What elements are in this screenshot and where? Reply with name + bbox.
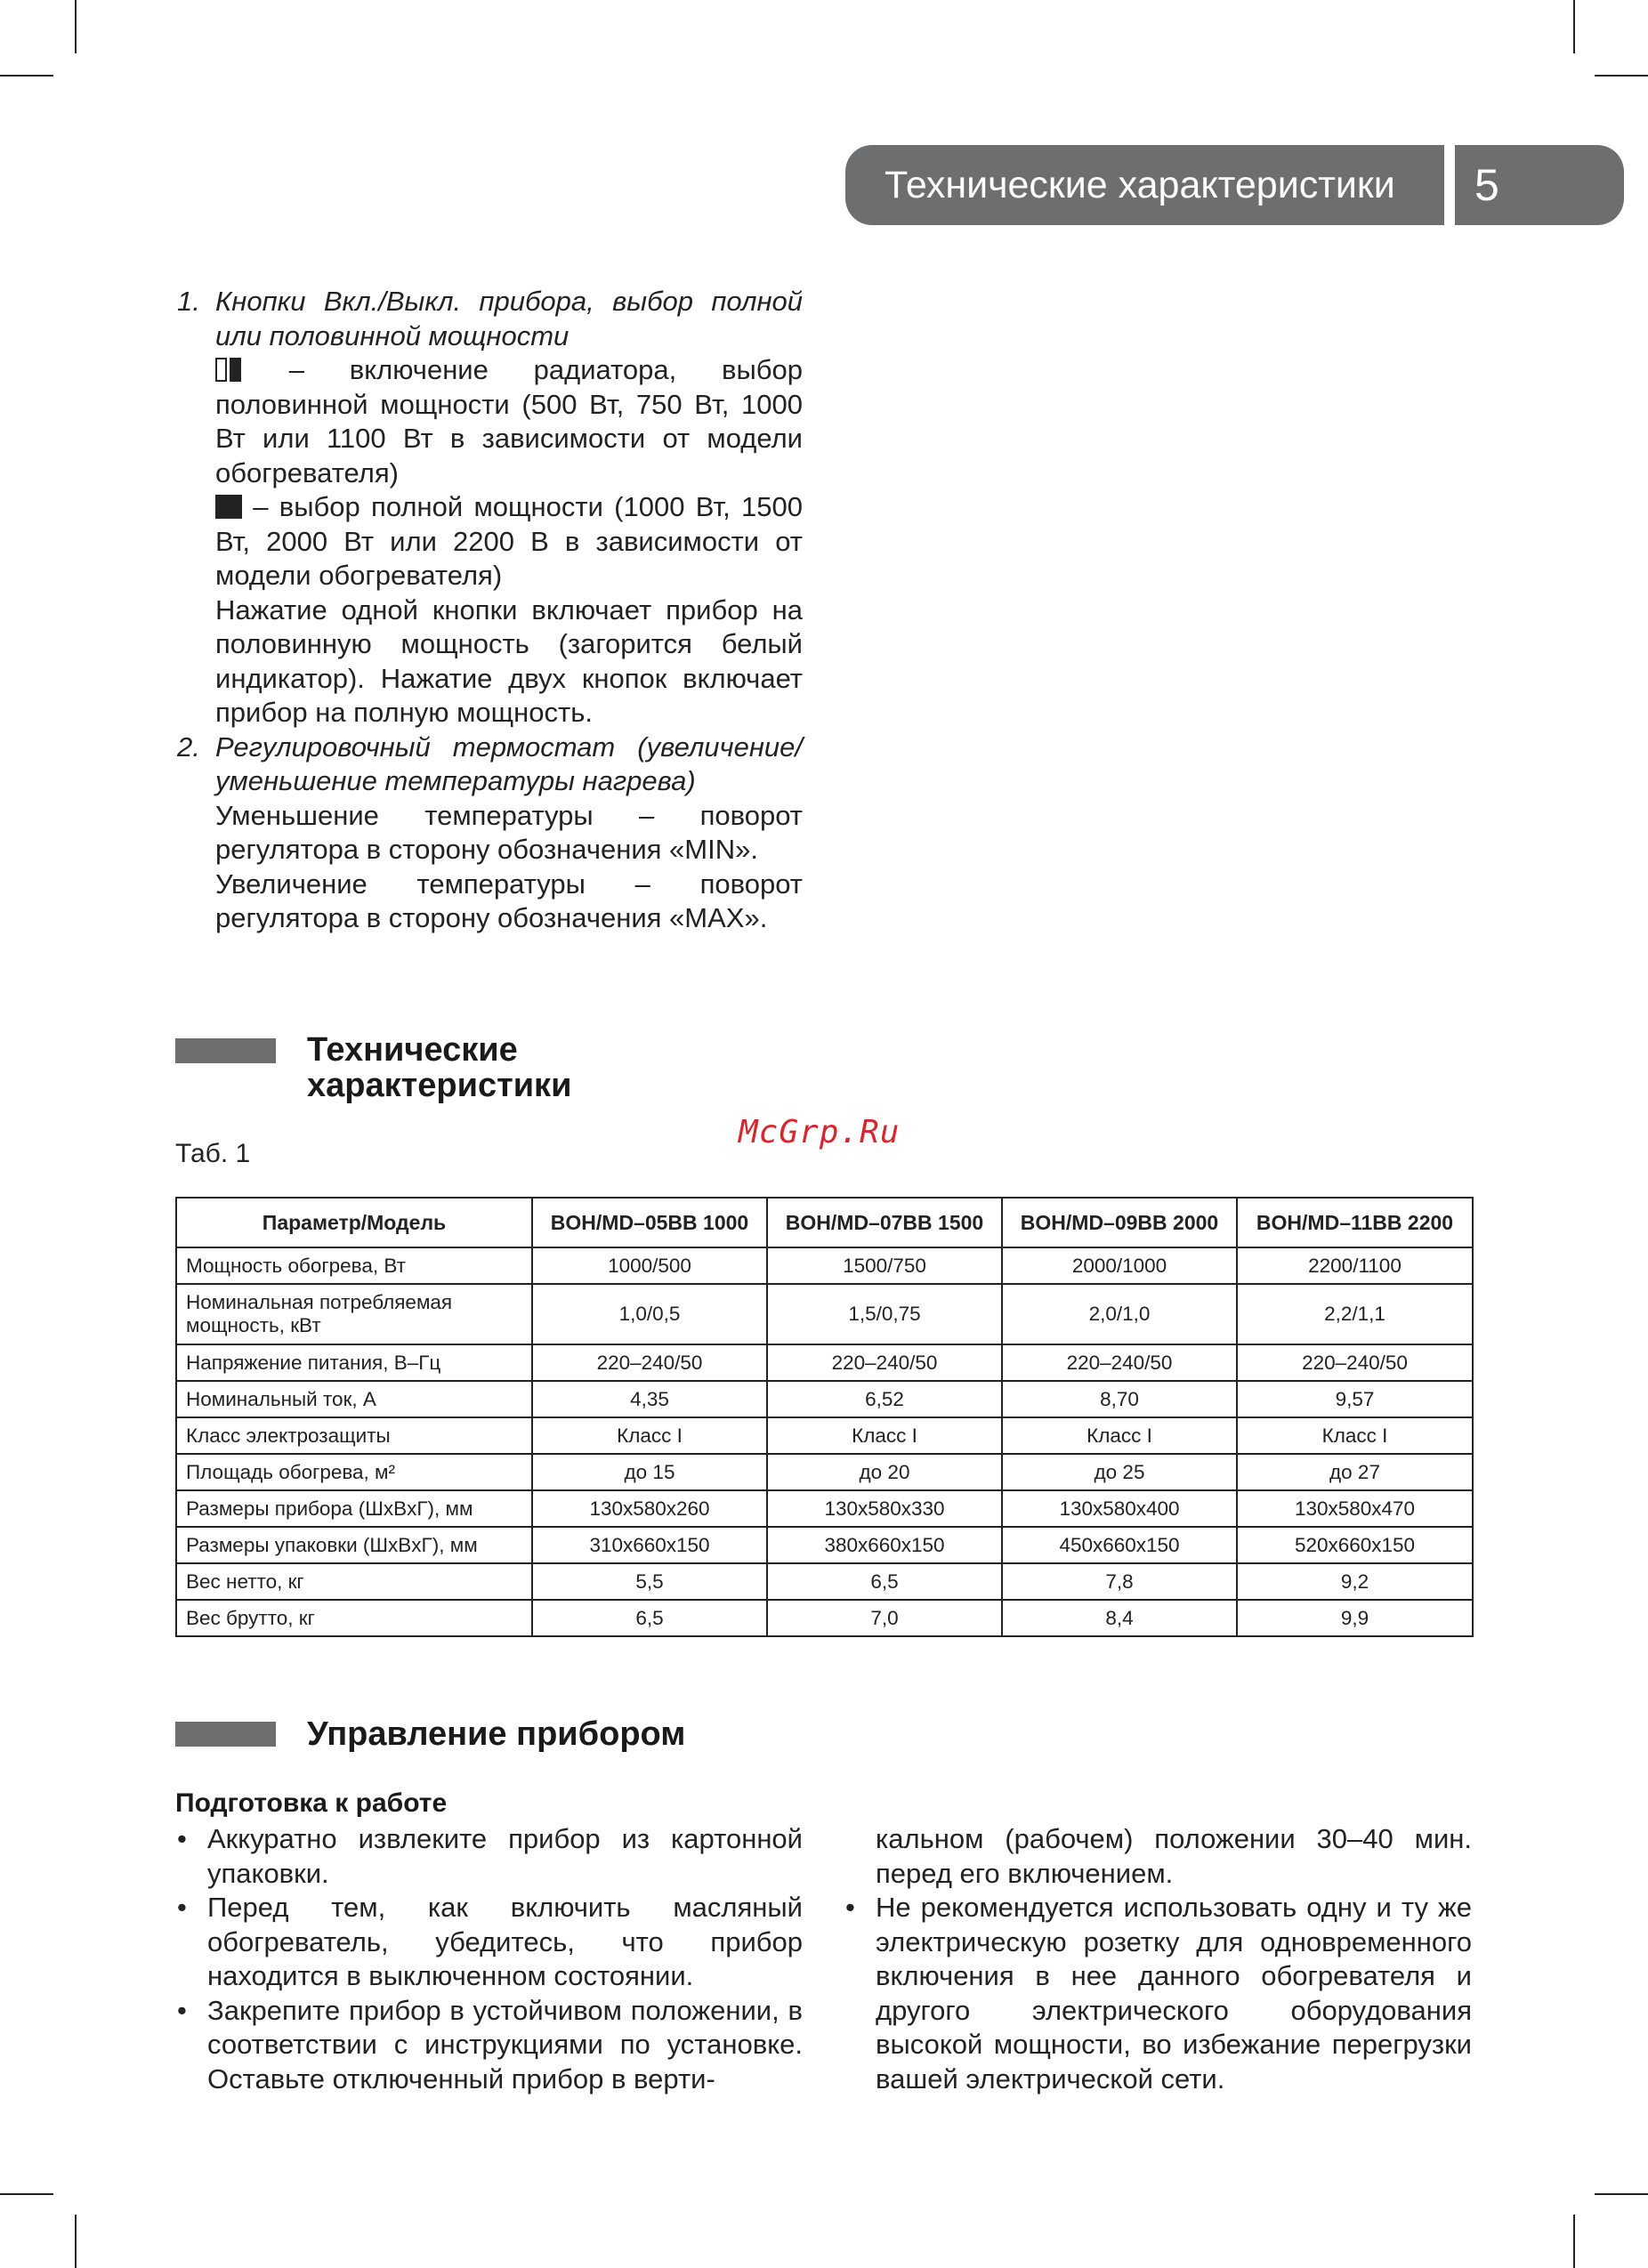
table-cell: 2,0/1,0 [1002,1284,1237,1344]
table-row [176,1417,1473,1454]
table-cell: Вес нетто, кг [176,1563,532,1600]
section-title [307,1032,571,1103]
table-cell: Номинальный ток, А [176,1381,532,1417]
table-cell: 520x660x150 [1237,1527,1473,1563]
table-cell: Размеры упаковки (ШxВxГ), мм [176,1527,532,1563]
table-row [176,1454,1473,1490]
increase-text: Увеличение температуры – поворот регулятора в сторону обозначения «MAX». [215,868,803,933]
table-cell: Номинальная потребляемая мощность, кВт [176,1284,532,1344]
crop-mark [1595,75,1648,77]
bullet-list-right [844,1822,1472,2096]
table-cell: 220–240/50 [1237,1344,1473,1381]
table-cell: 1,0/0,5 [532,1284,767,1344]
table-row [176,1527,1473,1563]
list-item: • Закрепите прибор в устойчивом положении, в соответствии с инструкциями по установке. Оставьте отключенный прибор в верти- [175,1994,803,2097]
table-cell: Напряжение питания, В–Гц [176,1344,532,1381]
table-cell: Класс I [1002,1417,1237,1454]
table-cell: Класс I [767,1417,1002,1454]
header-separator [1444,145,1455,225]
table-cell: 130x580x400 [1002,1490,1237,1527]
controls-description [177,285,803,936]
table-cell: 5,5 [532,1563,767,1600]
list-item [177,730,803,936]
table-cell: Площадь обогрева, м² [176,1454,532,1490]
table-cell: 7,8 [1002,1563,1237,1600]
half-power-icon [215,354,244,385]
bullet-list-left [175,1822,803,2096]
list-number: 2. [177,730,200,763]
watermark: McGrp.Ru [739,1114,901,1150]
crop-mark [1573,0,1575,53]
table-cell: 9,2 [1237,1563,1473,1600]
table-row [176,1247,1473,1284]
table-cell: 220–240/50 [767,1344,1002,1381]
table-cell: до 27 [1237,1454,1473,1490]
table-cell: 2,2/1,1 [1237,1284,1473,1344]
crop-mark [1573,2215,1575,2268]
list-item-continuation: кальном (рабочем) положении 30–40 мин. перед его включением. [876,1823,1472,1889]
table-label: Таб. 1 [175,1139,251,1168]
crop-mark [0,2193,53,2195]
table-cell: 130x580x470 [1237,1490,1473,1527]
list-item: • Не рекомендуется использовать одну и ту же электрическую розетку для одновременного включения в нее данного обогревателя и другого электрического оборудования высокой мощности, во избежание перегрузки вашей электрической сети. [844,1891,1472,2096]
page-header-title: Технические характеристики [885,164,1395,206]
list-item: • Перед тем, как включить масляный обогреватель, убедитесь, что прибор находится в выключенном состоянии. [175,1891,803,1994]
table-cell: 130x580x330 [767,1490,1002,1527]
list-number: 1. [177,286,200,317]
table-cell: 1,5/0,75 [767,1284,1002,1344]
decrease-text: Уменьшение температуры – поворот регулятора в сторону обозначения «MIN». [215,799,803,865]
table-cell: 7,0 [767,1600,1002,1636]
table-cell: 8,4 [1002,1600,1237,1636]
crop-mark [1595,2193,1648,2195]
item-heading: Регулировочный термостат (увеличение/ уменьшение температуры нагрева) [215,730,803,796]
subheading: Подготовка к работе [175,1788,448,1818]
half-power-text: – включение радиатора, выбор половинной мощности (500 Вт, 750 Вт, 1000 Вт или 1100 Вт в зависимости от модели обогревателя) [215,354,803,488]
crop-mark [75,2215,77,2268]
table-row [176,1284,1473,1344]
table-cell: 9,57 [1237,1381,1473,1417]
table-cell: Вес брутто, кг [176,1600,532,1636]
crop-mark [75,0,77,53]
table-cell: Размеры прибора (ШxВxГ), мм [176,1490,532,1527]
column-header: Параметр/Модель [176,1198,532,1247]
column-header: BOH/MD–11BB 2200 [1237,1198,1473,1247]
page-number: 5 [1455,145,1624,225]
table-cell: до 20 [767,1454,1002,1490]
table-cell: 1000/500 [532,1247,767,1284]
table-cell: 130x580x260 [532,1490,767,1527]
table-cell: 220–240/50 [1002,1344,1237,1381]
item-note: Нажатие одной кнопки включает прибор на половинную мощность (загорится белый индикатор). Нажатие двух кнопок включает прибор на полную мощность. [215,593,803,728]
table-cell: 2000/1000 [1002,1247,1237,1284]
table-cell: до 15 [532,1454,767,1490]
section-title-line: Технические [307,1031,518,1069]
table-cell: 8,70 [1002,1381,1237,1417]
full-power-description [215,490,803,593]
table-cell: 9,9 [1237,1600,1473,1636]
table-cell: Класс I [1237,1417,1473,1454]
crop-mark [0,75,53,77]
item-heading: Кнопки Вкл./Выкл. прибора, выбор полной или половинной мощности [215,286,803,351]
table-cell: Класс I [532,1417,767,1454]
table-cell: 310x660x150 [532,1527,767,1563]
column-header: BOH/MD–05BB 1000 [532,1198,767,1247]
table-row [176,1381,1473,1417]
half-power-description [215,353,803,490]
list-item [177,285,803,730]
table-cell: 6,5 [767,1563,1002,1600]
full-power-text: – выбор полной мощности (1000 Вт, 1500 Вт, 2000 Вт или 2200 В в зависимости от модели обогревателя) [215,491,803,591]
table-cell: 220–240/50 [532,1344,767,1381]
table-row [176,1600,1473,1636]
spec-table [175,1197,1474,1637]
column-header: BOH/MD–07BB 1500 [767,1198,1002,1247]
table-cell: 6,5 [532,1600,767,1636]
section-marker [175,1722,276,1747]
column-header: BOH/MD–09BB 2000 [1002,1198,1237,1247]
table-row [176,1563,1473,1600]
table-header-row [176,1198,1473,1247]
table-cell: 4,35 [532,1381,767,1417]
section-marker [175,1038,276,1063]
list-item: • Аккуратно извлеките прибор из картонной упаковки. [175,1822,803,1891]
table-cell: 1500/750 [767,1247,1002,1284]
table-cell: 450x660x150 [1002,1527,1237,1563]
table-cell: Класс электрозащиты [176,1417,532,1454]
section-title: Управление прибором [307,1715,686,1753]
table-cell: до 25 [1002,1454,1237,1490]
table-cell: Мощность обогрева, Вт [176,1247,532,1284]
full-power-icon [215,495,242,519]
table-cell: 380x660x150 [767,1527,1002,1563]
section-title-line: характеристики [307,1067,572,1104]
table-cell: 2200/1100 [1237,1247,1473,1284]
table-cell: 6,52 [767,1381,1002,1417]
table-row [176,1344,1473,1381]
table-row [176,1490,1473,1527]
